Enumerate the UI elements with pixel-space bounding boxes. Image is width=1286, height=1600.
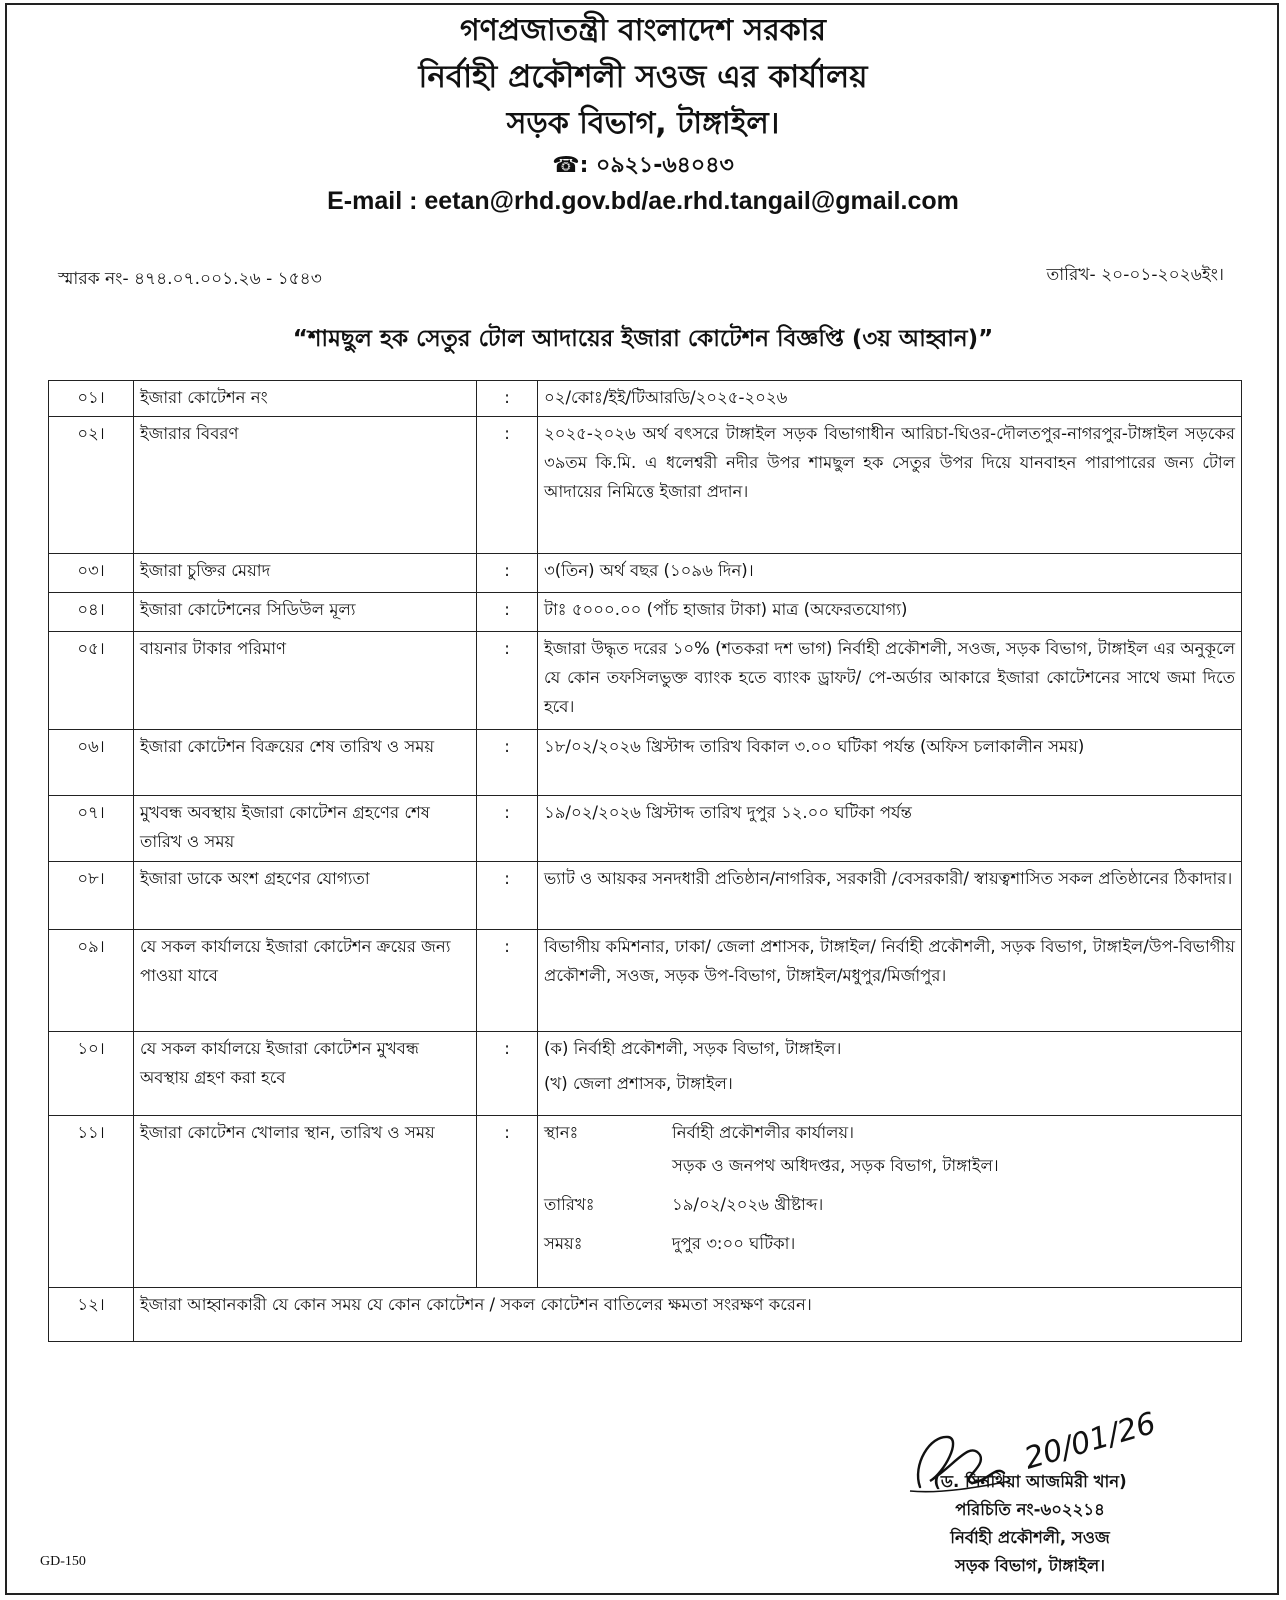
receiving-office-a: (ক) নির্বাহী প্রকৌশলী, সড়ক বিভাগ, টাঙ্গাইল। [544, 1039, 842, 1058]
signatory-block [850, 1468, 1210, 1580]
row-value [538, 1116, 1242, 1288]
table-row [49, 1288, 1242, 1342]
signatory-id: পরিচিতি নং-৬০২২১৪ [955, 1500, 1105, 1520]
table-row [49, 632, 1242, 730]
office-name: নির্বাহী প্রকৌশলী সওজ এর কার্যালয় [418, 59, 868, 95]
place-value-2: সড়ক ও জনপথ অধিদপ্তর, সড়ক বিভাগ, টাঙ্গাইল। [672, 1155, 999, 1175]
opening-date-label: তারিখঃ [544, 1194, 595, 1214]
row-colon: : [477, 930, 538, 1032]
row-number: ০৫। [49, 632, 134, 730]
memo-number: স্মারক নং- ৪৭৪.০৭.০০১.২৬ - ১৫৪৩ [58, 269, 322, 289]
row-colon: : [477, 381, 538, 417]
row-label: যে সকল কার্যালয়ে ইজারা কোটেশন ক্রয়ের জন্য পাওয়া যাবে [134, 930, 477, 1032]
row-value: ৩(তিন) অর্থ বছর (১০৯৬ দিন)। [538, 554, 1242, 593]
row-colon: : [477, 862, 538, 930]
row-label: ইজারা কোটেশনের সিডিউল মূল্য [134, 593, 477, 632]
row-colon: : [477, 1032, 538, 1116]
table-row [49, 417, 1242, 554]
row-label: বায়নার টাকার পরিমাণ [134, 632, 477, 730]
letterhead [0, 12, 1286, 214]
row-label: যে সকল কার্যালয়ে ইজারা কোটেশন মুখবন্ধ অবস্থায় গ্রহণ করা হবে [134, 1032, 477, 1116]
signature-date: 20/01/26 [1020, 1405, 1160, 1477]
row-value: টাঃ ৫০০০.০০ (পাঁচ হাজার টাকা) মাত্র (অফেরতযোগ্য) [538, 593, 1242, 632]
division-name: সড়ক বিভাগ, টাঙ্গাইল। [506, 106, 780, 141]
row-colon: : [477, 632, 538, 730]
row-number: ০১। [49, 381, 134, 417]
row-label: মুখবন্ধ অবস্থায় ইজারা কোটেশন গ্রহণের শেষ তারিখ ও সময় [134, 796, 477, 862]
place-value-1: নির্বাহী প্রকৌশলীর কার্যালয়। [672, 1123, 855, 1142]
opening-time-value: দুপুর ৩:০০ ঘটিকা। [672, 1233, 796, 1253]
table-row [49, 1116, 1242, 1288]
table-row [49, 1032, 1242, 1116]
row-number: ১০। [49, 1032, 134, 1116]
row-label: ইজারার বিবরণ [134, 417, 477, 554]
row-value: ২০২৫-২০২৬ অর্থ বৎসরে টাঙ্গাইল সড়ক বিভাগাধীন আরিচা-ঘিওর-দৌলতপুর-নাগরপুর-টাঙ্গাইল সড়কের ৩৯তম কি.মি. এ ধলেশ্বরী নদীর উপর শামছুল হক সেতুর উপর দিয়ে যানবাহন পারাপারের জন্য টোল আদায়ের নিমিত্তে ইজারা প্রদান। [538, 417, 1242, 554]
email-address: E-mail : eetan@rhd.gov.bd/ae.rhd.tangail@gmail.com [327, 187, 959, 215]
row-label: ইজারা কোটেশন নং [134, 381, 477, 417]
place-label: স্থানঃ [544, 1123, 579, 1142]
row-value: ১৯/০২/২০২৬ খ্রিস্টাব্দ তারিখ দুপুর ১২.০০ ঘটিকা পর্যন্ত [538, 796, 1242, 862]
form-code: GD-150 [40, 1554, 86, 1569]
row-label: ইজারা কোটেশন বিক্রয়ের শেষ তারিখ ও সময় [134, 730, 477, 796]
table-row [49, 554, 1242, 593]
row-number: ১২। [49, 1288, 134, 1342]
table-row [49, 381, 1242, 417]
table-row [49, 930, 1242, 1032]
row-number: ০৭। [49, 796, 134, 862]
table-row [49, 730, 1242, 796]
issue-date: তারিখ- ২০-০১-২০২৬ইং। [1046, 265, 1224, 285]
signatory-designation: নির্বাহী প্রকৌশলী, সওজ [950, 1528, 1110, 1548]
row-colon: : [477, 796, 538, 862]
row-number: ০২। [49, 417, 134, 554]
signatory-office: সড়ক বিভাগ, টাঙ্গাইল। [954, 1556, 1106, 1576]
row-value: বিভাগীয় কমিশনার, ঢাকা/ জেলা প্রশাসক, টাঙ্গাইল/ নির্বাহী প্রকৌশলী, সড়ক বিভাগ, টাঙ্গাইল/উপ-বিভাগীয় প্রকৌশলী, সওজ, সড়ক উপ-বিভাগ, টাঙ্গাইল/মধুপুর/মির্জাপুর। [538, 930, 1242, 1032]
opening-date-value: ১৯/০২/২০২৬ খ্রীষ্টাব্দ। [672, 1194, 824, 1214]
govt-name: গণপ্রজাতন্ত্রী বাংলাদেশ সরকার [460, 13, 826, 48]
row-value: ইজারা আহ্বানকারী যে কোন সময় যে কোন কোটেশন / সকল কোটেশন বাতিলের ক্ষমতা সংরক্ষণ করেন। [134, 1288, 1242, 1342]
row-value: ০২/কোঃ/ইই/টিআরডি/২০২৫-২০২৬ [538, 381, 1242, 417]
table-row [49, 862, 1242, 930]
signatory-name: (ড. সিনথিয়া আজমিরী খান) [933, 1472, 1127, 1491]
row-value: ১৮/০২/২০২৬ খ্রিস্টাব্দ তারিখ বিকাল ৩.০০ ঘটিকা পর্যন্ত (অফিস চলাকালীন সময়) [538, 730, 1242, 796]
opening-time-label: সময়ঃ [544, 1233, 583, 1253]
row-value: ইজারা উদ্ধৃত দরের ১০% (শতকরা দশ ভাগ) নির্বাহী প্রকৌশলী, সওজ, সড়ক বিভাগ, টাঙ্গাইল এর অনুকূলে যে কোন তফসিলভুক্ত ব্যাংক হতে ব্যাংক ড্রাফট/ পে-অর্ডার আকারে ইজারা কোটেশনের সাথে জমা দিতে হবে। [538, 632, 1242, 730]
row-colon: : [477, 730, 538, 796]
table-row [49, 796, 1242, 862]
notice-table [48, 380, 1242, 1342]
row-label: ইজারা কোটেশন খোলার স্থান, তারিখ ও সময় [134, 1116, 477, 1288]
row-number: ০৬। [49, 730, 134, 796]
row-number: ০৪। [49, 593, 134, 632]
receiving-office-b: (খ) জেলা প্রশাসক, টাঙ্গাইল। [544, 1073, 733, 1093]
row-colon: : [477, 593, 538, 632]
phone-number: ☎: ০৯২১-৬৪০৪৩ [552, 153, 734, 178]
row-colon: : [477, 554, 538, 593]
row-colon: : [477, 1116, 538, 1288]
row-number: ০৯। [49, 930, 134, 1032]
row-colon: : [477, 417, 538, 554]
row-label: ইজারা চুক্তির মেয়াদ [134, 554, 477, 593]
row-number: ০৩। [49, 554, 134, 593]
row-value [538, 1032, 1242, 1116]
row-number: ১১। [49, 1116, 134, 1288]
row-number: ০৮। [49, 862, 134, 930]
row-label: ইজারা ডাকে অংশ গ্রহণের যোগ্যতা [134, 862, 477, 930]
row-value: ভ্যাট ও আয়কর সনদধারী প্রতিষ্ঠান/নাগরিক, সরকারী /বেসরকারী/ স্বায়ত্বশাসিত সকল প্রতিষ্ঠানের ঠিকাদার। [538, 862, 1242, 930]
table-row [49, 593, 1242, 632]
notice-title: “শামছুল হক সেতুর টোল আদায়ের ইজারা কোটেশন বিজ্ঞপ্তি (৩য় আহ্বান)” [292, 326, 994, 352]
